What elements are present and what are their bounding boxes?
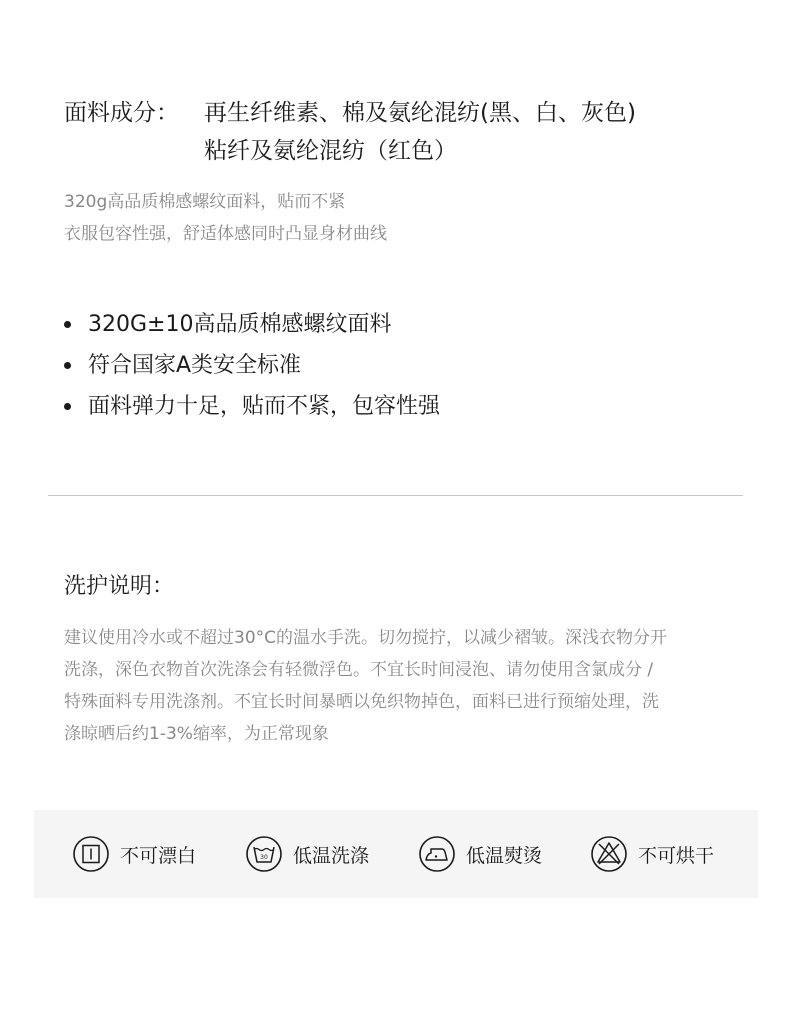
fabric-line: 粘纤及氨纶混纺（红色） [204,138,457,164]
care-line: 建议使用冷水或不超过30°C的温水手洗。切勿搅拧，以减少褶皱。深浅衣物分开 [64,628,668,648]
fabric-lines [204,94,636,170]
care-label: 低温洗涤 [293,844,370,867]
care-label: 不可漂白 [120,844,197,867]
feature-text: 面料弹力十足，贴而不紧，包容性强 [88,394,441,419]
low-temp-iron-icon [418,835,456,873]
care-item-no-bleach [72,810,196,898]
bullet-icon [64,321,71,328]
care-label: 低温熨烫 [466,844,543,867]
bullet-icon [64,403,71,410]
fabric-line: 再生纤维素、棉及氨纶混纺(黑、白、灰色) [204,100,636,126]
feature-text: 符合国家A类安全标准 [88,353,302,378]
care-item-no-tumble-dry [590,810,714,898]
fabric-description [64,186,387,250]
description-line: 衣服包容性强，舒适体感同时凸显身材曲线 [64,224,387,244]
wash-temp-label: 30 [260,854,268,861]
no-tumble-dry-icon [590,835,628,873]
feature-item [64,386,440,427]
care-item-low-temp-wash [245,810,369,898]
care-instructions [64,622,726,750]
care-line: 涤晾晒后约1-3%缩率，为正常现象 [64,724,329,744]
no-bleach-icon [72,835,110,873]
low-temp-wash-icon [245,835,283,873]
care-label: 不可烘干 [638,844,715,867]
care-item-low-temp-iron [418,810,542,898]
feature-text: 320G±10高品质棉感螺纹面料 [88,312,392,337]
care-line: 洗涤，深色衣物首次洗涤会有轻微浮色。不宜长时间浸泡、请勿使用含氯成分 / [64,660,654,680]
feature-item [64,345,440,386]
fabric-label: 面料成分： [64,100,179,126]
care-icon-bar [34,810,758,898]
section-divider [48,495,743,496]
description-line: 320g高品质棉感螺纹面料，贴而不紧 [64,192,346,212]
feature-item [64,304,440,345]
care-line: 特殊面料专用洗涤剂。不宜长时间暴晒以免织物掉色，面料已进行预缩处理，洗 [64,692,659,712]
feature-list [64,304,440,427]
care-title: 洗护说明： [64,574,175,599]
bullet-icon [64,362,71,369]
